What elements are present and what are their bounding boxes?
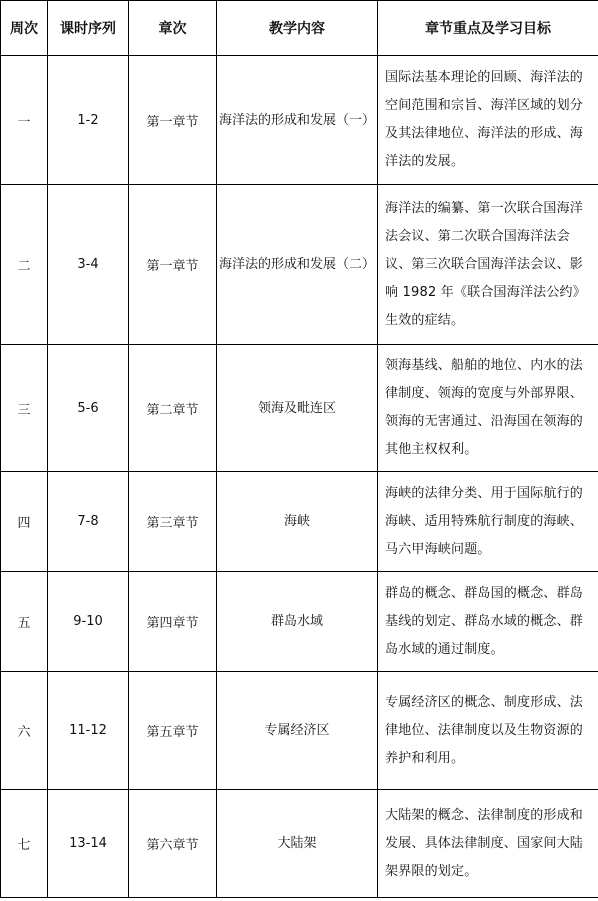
chapter-cell: 第四章节 — [129, 572, 217, 672]
goals-text: 大陆架的概念、法律制度的形成和发展、具体法律制度、国家间大陆架界限的划定。 — [385, 807, 584, 879]
content-cell: 海洋法的形成和发展（二） — [217, 185, 378, 345]
lessons-cell: 11-12 — [48, 672, 129, 790]
lessons-cell: 1-2 — [48, 56, 129, 185]
chapter-cell: 第二章节 — [129, 345, 217, 472]
goals-cell — [378, 56, 598, 185]
goals-text: 海峡的法律分类、用于国际航行的海峡、适用特殊航行制度的海峡、马六甲海峡问题。 — [385, 485, 584, 557]
content-cell: 海洋法的形成和发展（一） — [217, 56, 378, 185]
lessons-cell: 13-14 — [48, 790, 129, 898]
table-row — [1, 790, 598, 898]
goals-cell — [378, 572, 598, 672]
table-row — [1, 345, 598, 472]
goals-text: 领海基线、船舶的地位、内水的法律制度、领海的宽度与外部界限、领海的无害通过、沿海国在领海的其他主权权利。 — [385, 358, 584, 457]
table-row — [1, 472, 598, 572]
table-row — [1, 56, 598, 185]
table-row — [1, 185, 598, 345]
week-cell: 五 — [1, 572, 48, 672]
goals-cell — [378, 672, 598, 790]
week-cell: 六 — [1, 672, 48, 790]
header-goals: 章节重点及学习目标 — [378, 1, 598, 56]
goals-cell — [378, 790, 598, 898]
chapter-cell: 第三章节 — [129, 472, 217, 572]
header-lessons: 课时序列 — [48, 1, 129, 56]
table-row — [1, 572, 598, 672]
week-cell: 四 — [1, 472, 48, 572]
lessons-cell: 9-10 — [48, 572, 129, 672]
content-cell: 海峡 — [217, 472, 378, 572]
chapter-cell: 第五章节 — [129, 672, 217, 790]
week-cell: 一 — [1, 56, 48, 185]
lessons-cell: 7-8 — [48, 472, 129, 572]
lessons-cell: 5-6 — [48, 345, 129, 472]
lessons-cell: 3-4 — [48, 185, 129, 345]
week-cell: 二 — [1, 185, 48, 345]
header-content: 教学内容 — [217, 1, 378, 56]
table-row — [1, 672, 598, 790]
content-cell: 大陆架 — [217, 790, 378, 898]
content-cell: 专属经济区 — [217, 672, 378, 790]
goals-cell — [378, 345, 598, 472]
goals-text: 专属经济区的概念、制度形成、法律地位、法律制度以及生物资源的养护和利用。 — [385, 694, 584, 766]
goals-text: 海洋法的编纂、第一次联合国海洋法会议、第二次联合国海洋法会议、第三次联合国海洋法会议、影响 1982 年《联合国海洋法公约》生效的症结。 — [385, 200, 586, 328]
goals-text: 群岛的概念、群岛国的概念、群岛基线的划定、群岛水域的概念、群岛水域的通过制度。 — [385, 585, 584, 657]
goals-cell — [378, 472, 598, 572]
chapter-cell: 第一章节 — [129, 56, 217, 185]
header-row — [1, 1, 598, 56]
content-cell: 领海及毗连区 — [217, 345, 378, 472]
goals-cell — [378, 185, 598, 345]
content-cell: 群岛水域 — [217, 572, 378, 672]
chapter-cell: 第一章节 — [129, 185, 217, 345]
header-week: 周次 — [1, 1, 48, 56]
goals-text: 国际法基本理论的回顾、海洋法的空间范围和宗旨、海洋区域的划分及其法律地位、海洋法的形成、海洋法的发展。 — [385, 70, 584, 169]
header-chapter: 章次 — [129, 1, 217, 56]
week-cell: 三 — [1, 345, 48, 472]
chapter-cell: 第六章节 — [129, 790, 217, 898]
week-cell: 七 — [1, 790, 48, 898]
